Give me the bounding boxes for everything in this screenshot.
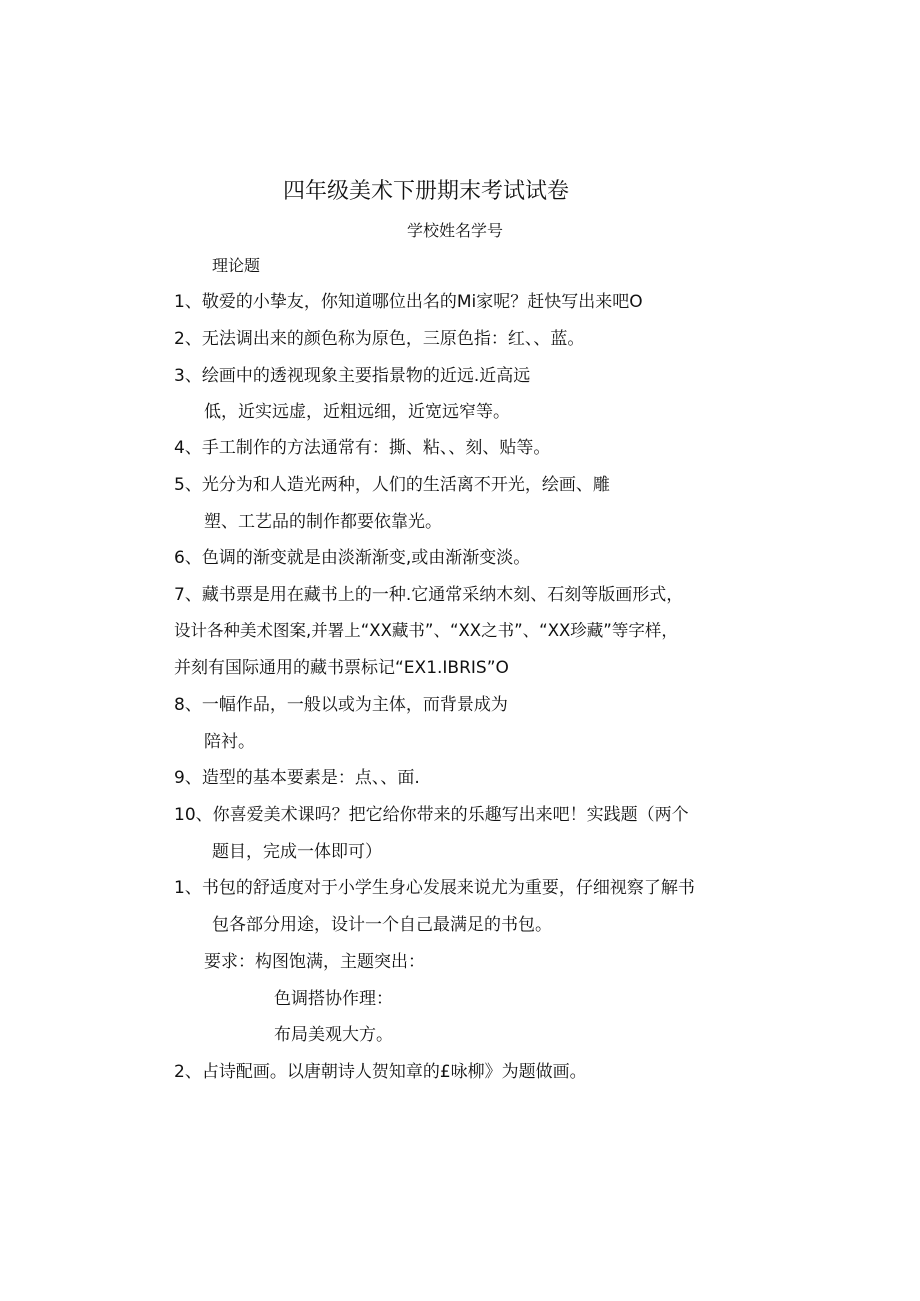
practice-2: 2、占诗配画。以唐朝诗人贺知章的£咏柳》为题做画。 — [174, 1062, 587, 1082]
question-10-continued: 题目，完成一体即可） — [212, 842, 382, 862]
question-5: 5、光分为和人造光两种，人们的生活离不开光，绘画、雕 — [174, 475, 610, 495]
practice-1-continued: 包各部分用途，设计一个自己最满足的书包。 — [212, 915, 552, 935]
practice-1-requirement: 要求：构图饱满，主题突出： — [204, 952, 425, 972]
student-info-line: 学校姓名学号 — [406, 221, 503, 240]
question-4: 4、手工制作的方法通常有：撕、粘、、刻、贴等。 — [174, 438, 551, 458]
question-7-line-2: 设计各种美术图案,并署上“XX藏书”、“XX之书”、“XX珍藏”等字样， — [174, 621, 678, 640]
question-9: 9、造型的基本要素是：点、、面. — [174, 768, 420, 788]
question-3-continued: 低，近实远虚，近粗远细，近宽远窄等。 — [204, 402, 510, 422]
question-3: 3、绘画中的透视现象主要指景物的近远.近高远 — [174, 366, 531, 386]
question-8: 8、一幅作品，一般以或为主体，而背景成为 — [174, 695, 508, 715]
question-10: 10、你喜爱美术课吗？把它给你带来的乐趣写出来吧！实践题（两个 — [174, 805, 689, 825]
question-7-line-3: 并刻有国际通用的藏书票标记“EX1.IBRIS”O — [174, 658, 509, 678]
section-theory-heading: 理论题 — [212, 256, 261, 275]
question-2: 2、无法调出来的颜色称为原色，三原色指：红、、蓝。 — [174, 329, 585, 349]
question-6: 6、色调的渐变就是由淡渐渐变,或由渐渐变淡。 — [174, 548, 531, 568]
question-1: 1、敬爱的小挚友，你知道哪位出名的Mi家呢？赶快写出来吧O — [174, 292, 643, 312]
exam-title: 四年级美术下册期末考试试卷 — [282, 179, 569, 204]
practice-1-requirement-color: 色调搭协作理： — [274, 989, 393, 1009]
question-8-continued: 陪衬。 — [204, 732, 255, 752]
question-5-continued: 塑、工艺品的制作都要依靠光。 — [204, 512, 442, 532]
question-7: 7、藏书票是用在藏书上的一种.它通常采纳木刻、石刻等版画形式， — [174, 585, 684, 605]
practice-1-requirement-layout: 布局美观大方。 — [274, 1025, 393, 1045]
practice-1: 1、书包的舒适度对于小学生身心发展来说尤为重要，仔细视察了解书 — [174, 878, 695, 898]
